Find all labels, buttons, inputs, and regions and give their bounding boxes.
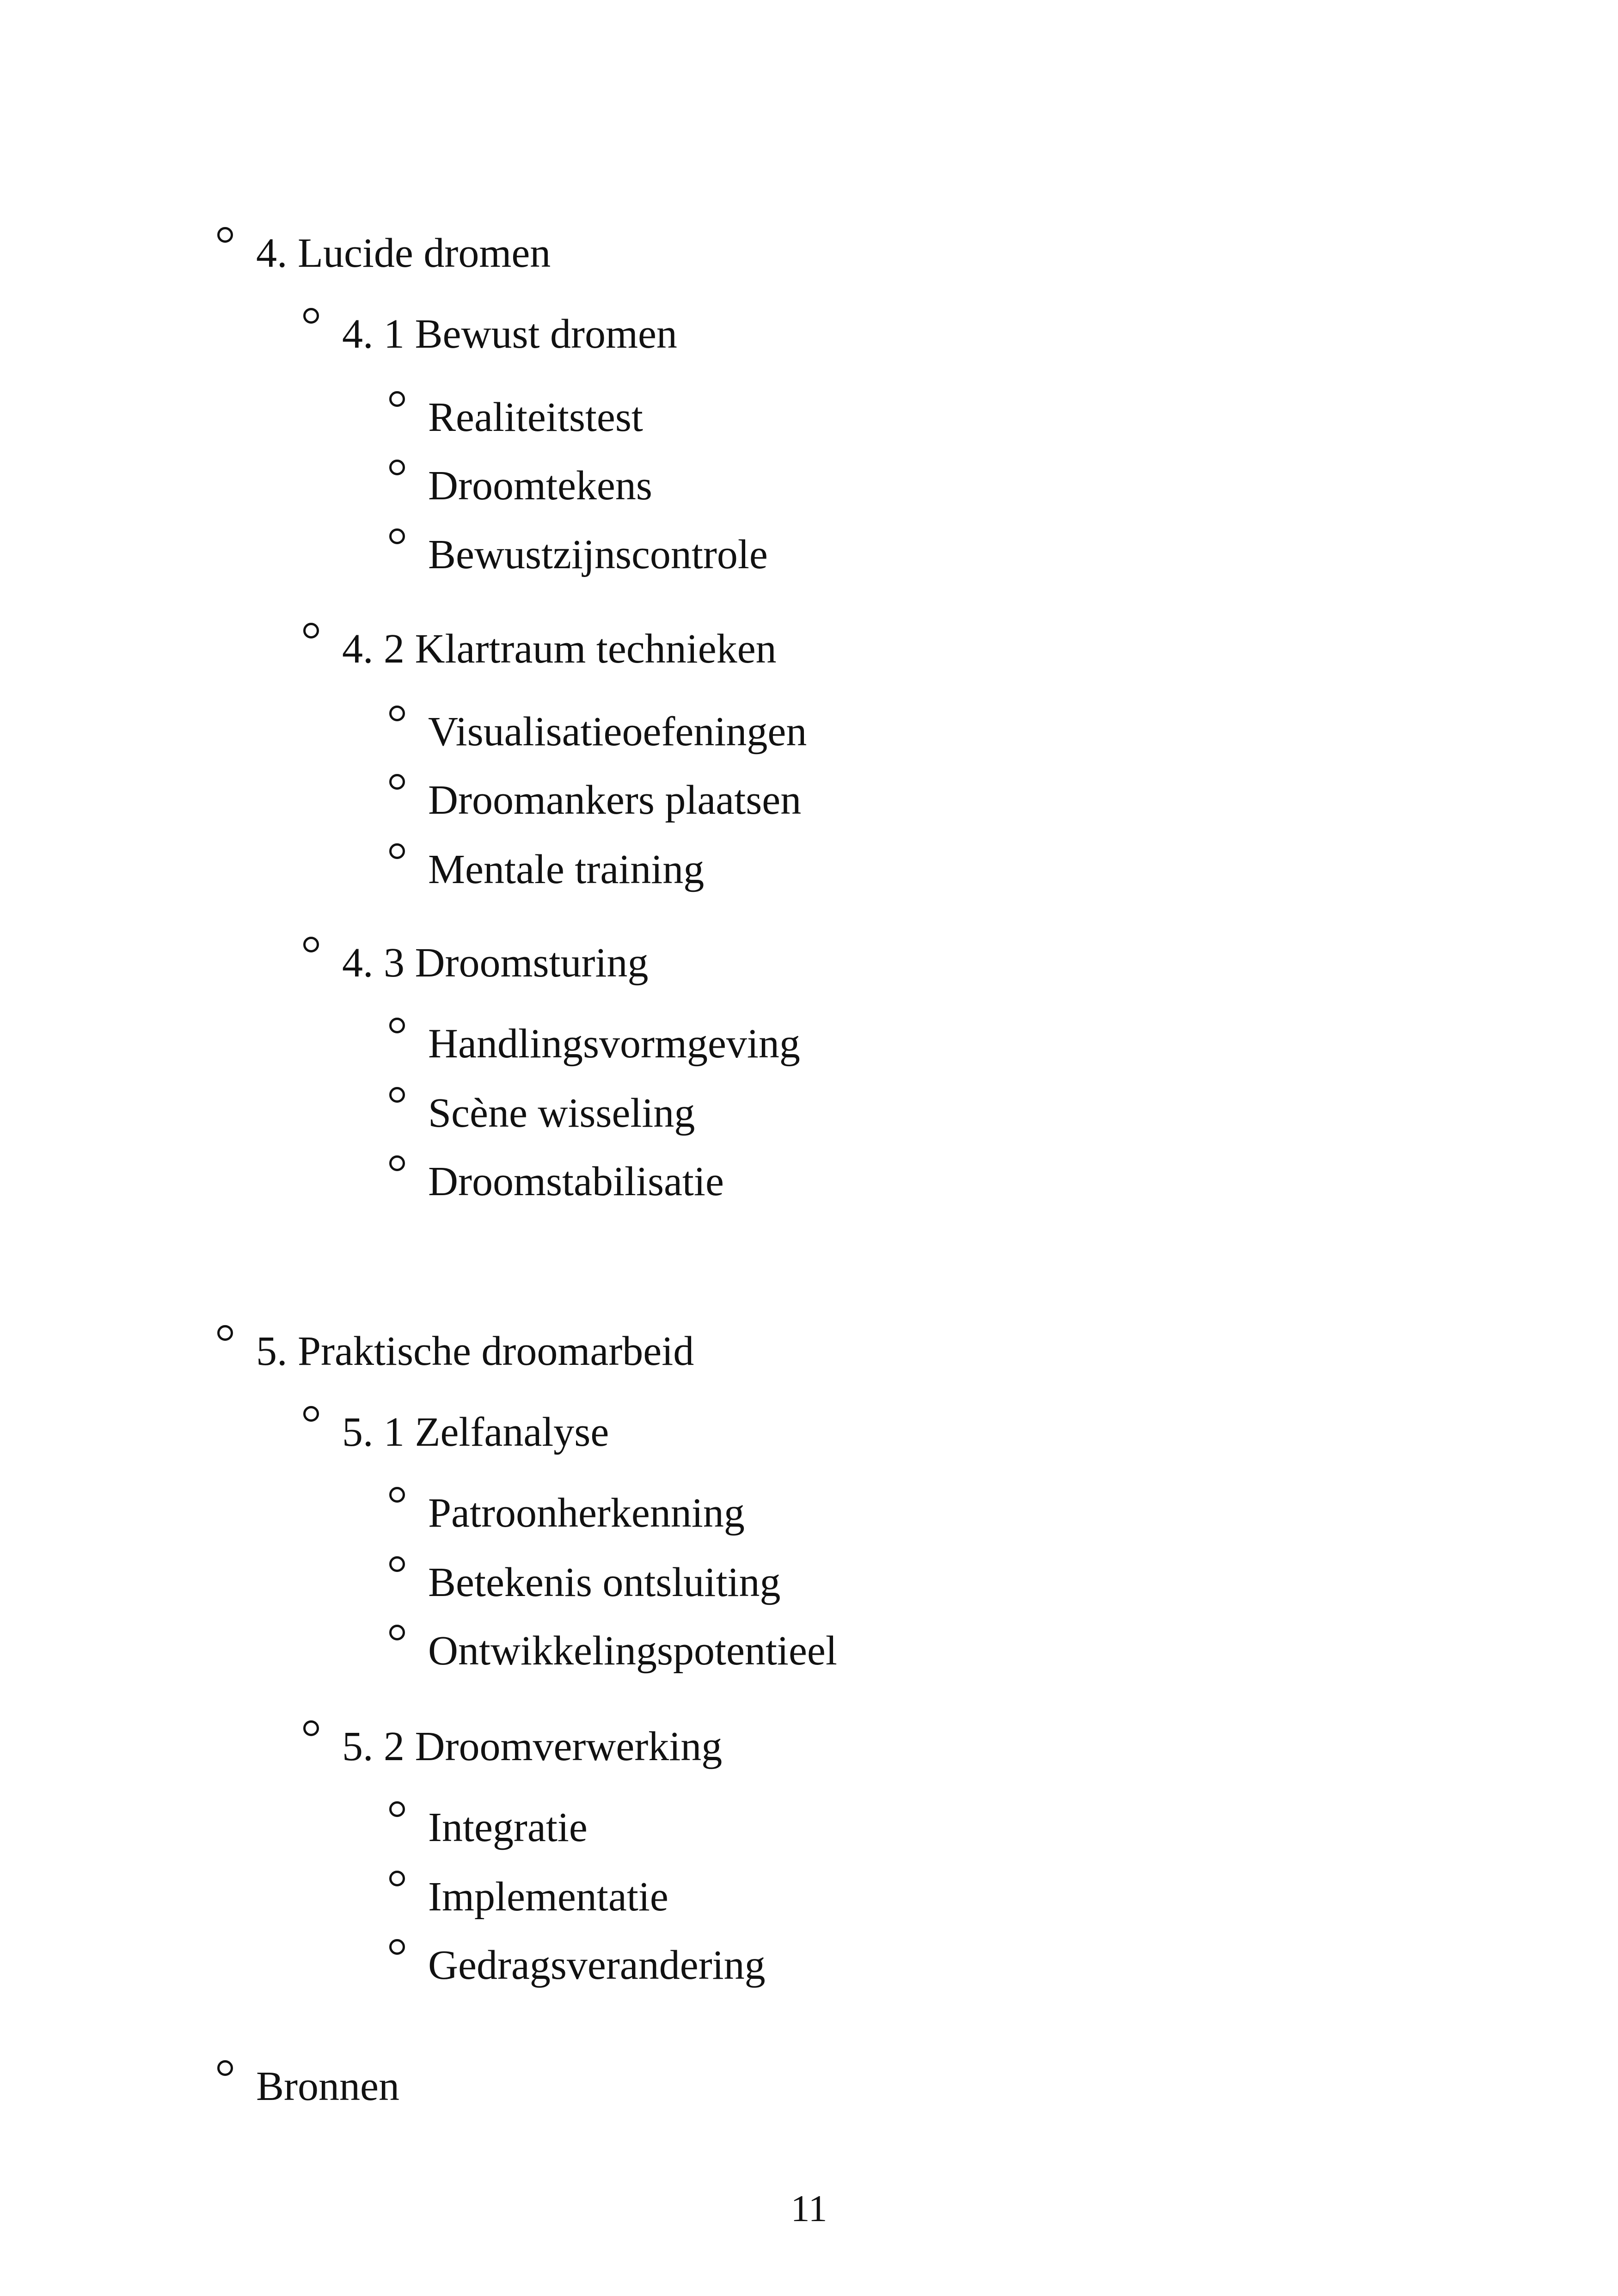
- hollow-circle-bullet-icon: [389, 1018, 405, 1033]
- outline-item-label: Integratie: [428, 1805, 588, 1850]
- hollow-circle-bullet-icon: [303, 308, 319, 324]
- hollow-circle-bullet-icon: [303, 1720, 319, 1736]
- outline-item-label: Droomstabilisatie: [428, 1159, 724, 1204]
- hollow-circle-bullet-icon: [217, 227, 233, 243]
- hollow-circle-bullet-icon: [389, 706, 405, 721]
- hollow-circle-bullet-icon: [389, 1487, 405, 1503]
- outline-item-label: Betekenis ontsluiting: [428, 1559, 781, 1605]
- outline-item-label: Droomankers plaatsen: [428, 777, 802, 823]
- outline-item-label: Mentale training: [428, 847, 705, 892]
- outline-item-label: Gedragsverandering: [428, 1942, 766, 1988]
- outline-item-label: 4. 2 Klartraum technieken: [342, 626, 777, 672]
- hollow-circle-bullet-icon: [389, 1155, 405, 1171]
- outline-item-label: Scène wisseling: [428, 1090, 695, 1136]
- hollow-circle-bullet-icon: [303, 623, 319, 638]
- hollow-circle-bullet-icon: [389, 1801, 405, 1817]
- outline-item-label: Patroonherkenning: [428, 1490, 745, 1536]
- hollow-circle-bullet-icon: [389, 1625, 405, 1640]
- outline-item-label: Realiteitstest: [428, 394, 643, 440]
- outline-item-label: Bewustzijnscontrole: [428, 532, 768, 577]
- hollow-circle-bullet-icon: [389, 843, 405, 859]
- outline-item-label: Handlingsvormgeving: [428, 1021, 800, 1067]
- outline-item-label: 4. Lucide dromen: [256, 230, 551, 276]
- hollow-circle-bullet-icon: [217, 2060, 233, 2076]
- hollow-circle-bullet-icon: [389, 1939, 405, 1955]
- outline-item-label: 4. 3 Droomsturing: [342, 940, 649, 986]
- hollow-circle-bullet-icon: [389, 1871, 405, 1886]
- outline-item-label: Ontwikkelingspotentieel: [428, 1628, 837, 1674]
- hollow-circle-bullet-icon: [389, 528, 405, 544]
- outline-item-label: Implementatie: [428, 1874, 668, 1920]
- outline-item-label: 4. 1 Bewust dromen: [342, 311, 677, 357]
- outline-item-label: 5. Praktische droomarbeid: [256, 1328, 694, 1374]
- hollow-circle-bullet-icon: [389, 1556, 405, 1572]
- hollow-circle-bullet-icon: [303, 937, 319, 952]
- hollow-circle-bullet-icon: [303, 1406, 319, 1422]
- hollow-circle-bullet-icon: [217, 1325, 233, 1341]
- hollow-circle-bullet-icon: [389, 460, 405, 475]
- outline-item-label: Visualisatieoefeningen: [428, 709, 807, 755]
- hollow-circle-bullet-icon: [389, 391, 405, 407]
- hollow-circle-bullet-icon: [389, 774, 405, 790]
- outline-item-label: Bronnen: [256, 2063, 399, 2109]
- outline-item-label: 5. 1 Zelfanalyse: [342, 1409, 609, 1455]
- outline-item-label: 5. 2 Droomverwerking: [342, 1724, 723, 1769]
- outline-item-label: Droomtekens: [428, 463, 652, 509]
- page-number: 11: [791, 2187, 827, 2229]
- hollow-circle-bullet-icon: [389, 1087, 405, 1103]
